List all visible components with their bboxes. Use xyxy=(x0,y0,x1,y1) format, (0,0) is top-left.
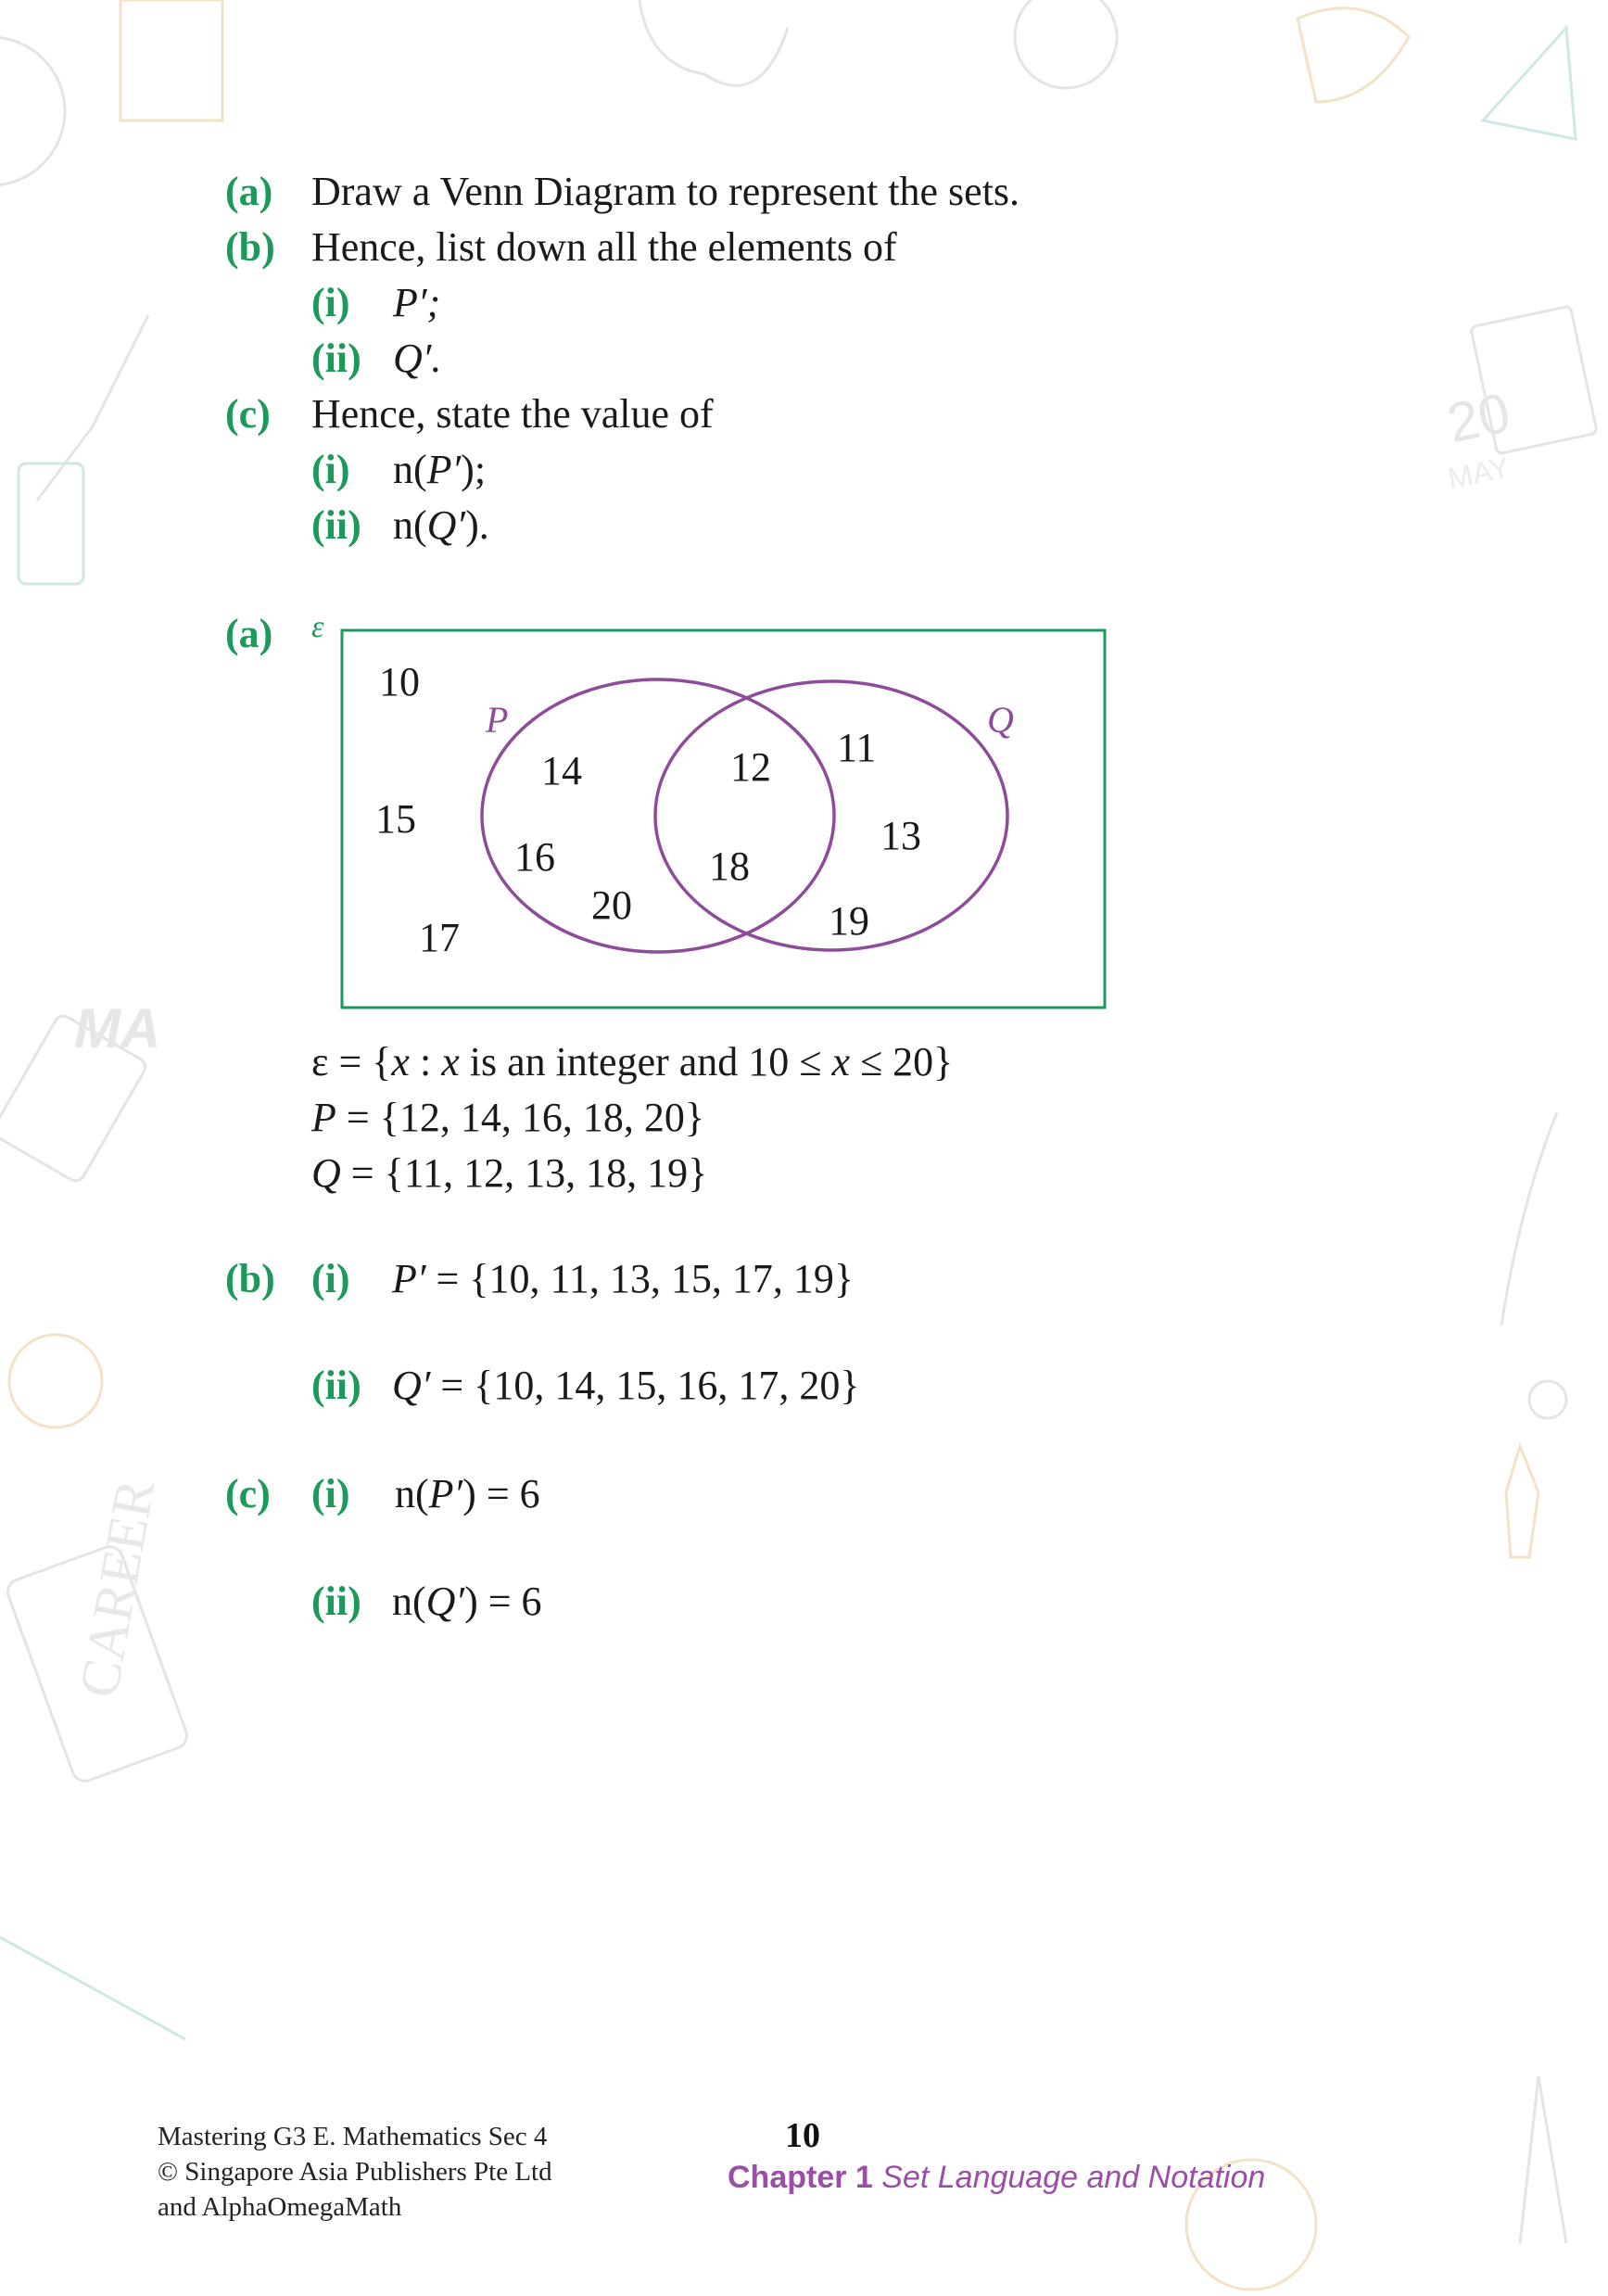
chapter-title: Set Language and Notation xyxy=(881,2160,1266,2195)
venn-element-q-only: 19 xyxy=(829,898,869,944)
question-c-label: (c) xyxy=(225,391,271,437)
venn-element-outside: 10 xyxy=(379,659,420,704)
set-p-circle xyxy=(482,679,834,952)
answer-c-label: (c) xyxy=(225,1471,271,1516)
question-b-text: Hence, list down all the elements of xyxy=(311,224,897,270)
venn-element-q-only: 11 xyxy=(837,725,877,770)
answer-b-ii-label: (ii) xyxy=(311,1363,361,1408)
footer-book-title: Mastering G3 E. Mathematics Sec 4 xyxy=(158,2122,548,2151)
set-p-label: P xyxy=(486,699,509,741)
venn-element-p-only: 20 xyxy=(591,882,632,928)
question-b-ii-label: (ii) xyxy=(311,336,361,381)
question-c-i-label: (i) xyxy=(311,447,350,492)
question-b-i-text: P′; xyxy=(393,280,441,325)
universal-set-definition: ε = {x : x is an integer and 10 ≤ x ≤ 20} xyxy=(311,1039,954,1085)
doodle-math-word: MA xyxy=(74,997,161,1059)
footer-coauthor: and AlphaOmegaMath xyxy=(158,2192,402,2222)
page-number: 10 xyxy=(785,2116,820,2155)
answer-a-label: (a) xyxy=(225,611,273,656)
question-c-i-text: n(P′); xyxy=(393,447,487,492)
chapter-heading xyxy=(728,2160,1265,2196)
venn-element-intersection: 18 xyxy=(709,844,750,889)
question-b-ii-text: Q′. xyxy=(393,336,442,381)
answer-c-i-text: n(P′) = 6 xyxy=(395,1471,540,1516)
chapter-label: Chapter 1 xyxy=(728,2160,873,2195)
question-c-text: Hence, state the value of xyxy=(311,391,714,437)
question-a-text: Draw a Venn Diagram to represent the sets. xyxy=(311,169,1020,214)
doodle-calendar-month: MAY xyxy=(1445,450,1513,496)
venn-element-outside: 17 xyxy=(419,915,460,960)
doodle-calendar-date: 20 xyxy=(1441,380,1516,455)
set-q-label: Q xyxy=(987,699,1014,741)
answer-c-ii-text: n(Q′) = 6 xyxy=(392,1579,542,1624)
question-b-label: (b) xyxy=(225,224,275,270)
answer-b-ii-text: Q′ = {10, 14, 15, 16, 17, 20} xyxy=(392,1363,860,1408)
answer-c-ii-label: (ii) xyxy=(311,1579,361,1624)
answer-b-i-text: P′ = {10, 11, 13, 15, 17, 19} xyxy=(392,1256,854,1301)
doodle-career-word: CAREER xyxy=(68,1475,167,1702)
footer-copyright: © Singapore Asia Publishers Pte Ltd xyxy=(158,2157,552,2187)
question-b-i-label: (i) xyxy=(311,280,350,325)
venn-element-p-only: 16 xyxy=(514,834,555,880)
venn-element-p-only: 14 xyxy=(541,748,582,793)
set-p-definition: P = {12, 14, 16, 18, 20} xyxy=(311,1095,704,1140)
answer-c-i-label: (i) xyxy=(311,1471,350,1516)
set-q-definition: Q = {11, 12, 13, 18, 19} xyxy=(311,1150,708,1196)
answer-b-i-label: (i) xyxy=(311,1256,350,1301)
venn-element-q-only: 13 xyxy=(880,813,921,858)
venn-element-outside: 15 xyxy=(375,796,416,842)
universal-set-symbol: ε xyxy=(311,610,324,644)
question-c-ii-text: n(Q′). xyxy=(393,502,489,548)
question-a-label: (a) xyxy=(225,169,273,214)
answer-b-label: (b) xyxy=(225,1256,275,1301)
venn-element-intersection: 12 xyxy=(730,744,771,790)
question-c-ii-label: (ii) xyxy=(311,502,361,548)
footer-publisher-info xyxy=(158,2119,552,2225)
